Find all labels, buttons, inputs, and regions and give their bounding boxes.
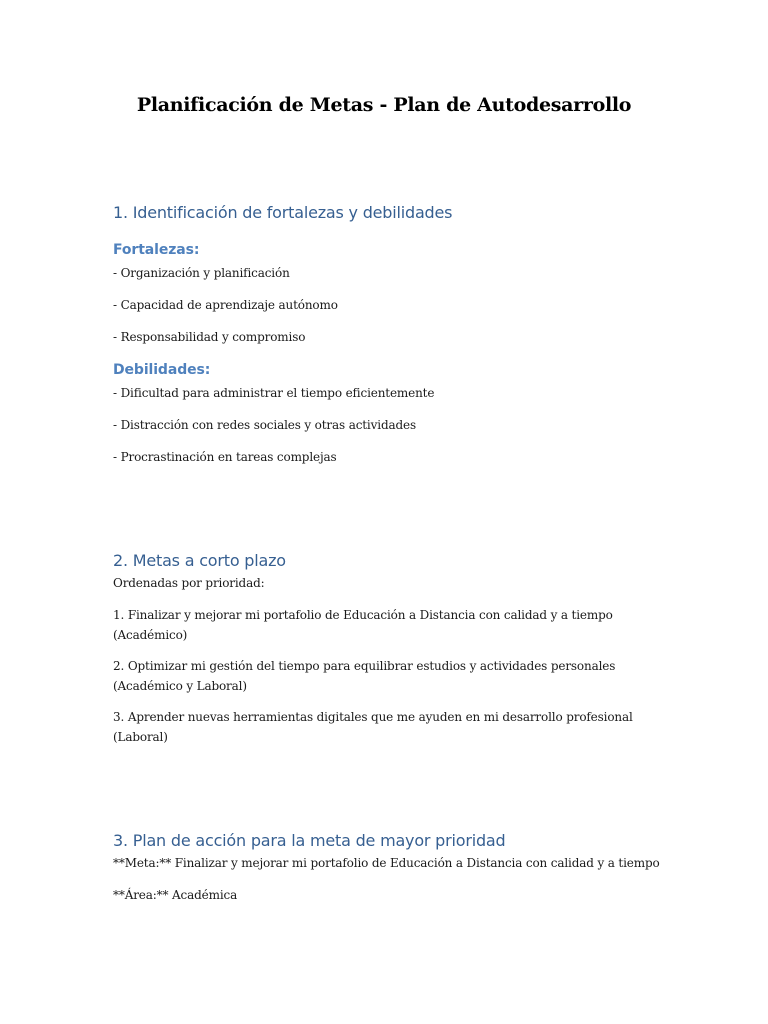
section-2-heading: 2. Metas a corto plazo [113,551,286,570]
strength-item: - Responsabilidad y compromiso [113,330,306,344]
goal-item-area: (Académico) [113,628,188,642]
weakness-item: - Procrastinación en tareas complejas [113,450,337,464]
strengths-label: Fortalezas: [113,242,200,258]
goal-statement: **Meta:** Finalizar y mejorar mi portafolio de Educación a Distancia con calidad y a tiempo [113,856,660,870]
goal-item-area: (Académico y Laboral) [113,679,247,693]
goals-intro: Ordenadas por prioridad: [113,576,265,590]
weakness-item: - Distracción con redes sociales y otras actividades [113,418,416,432]
goal-item-line: 2. Optimizar mi gestión del tiempo para equilibrar estudios y actividades personales [113,659,616,673]
goal-item-line: 1. Finalizar y mejorar mi portafolio de Educación a Distancia con calidad y a tiempo [113,608,613,622]
document-title: Planificación de Metas - Plan de Autodesarrollo [136,94,632,116]
weaknesses-label: Debilidades: [113,362,211,378]
strength-item: - Capacidad de aprendizaje autónomo [113,298,338,312]
section-1-heading: 1. Identificación de fortalezas y debilidades [113,203,453,222]
strength-item: - Organización y planificación [113,266,290,280]
weakness-item: - Dificultad para administrar el tiempo eficientemente [113,386,435,400]
section-3-heading: 3. Plan de acción para la meta de mayor prioridad [113,831,506,850]
goal-item-area: (Laboral) [113,730,168,744]
goal-area: **Área:** Académica [113,888,238,902]
goal-item-line: 3. Aprender nuevas herramientas digitales que me ayuden en mi desarrollo profesional [113,710,633,724]
